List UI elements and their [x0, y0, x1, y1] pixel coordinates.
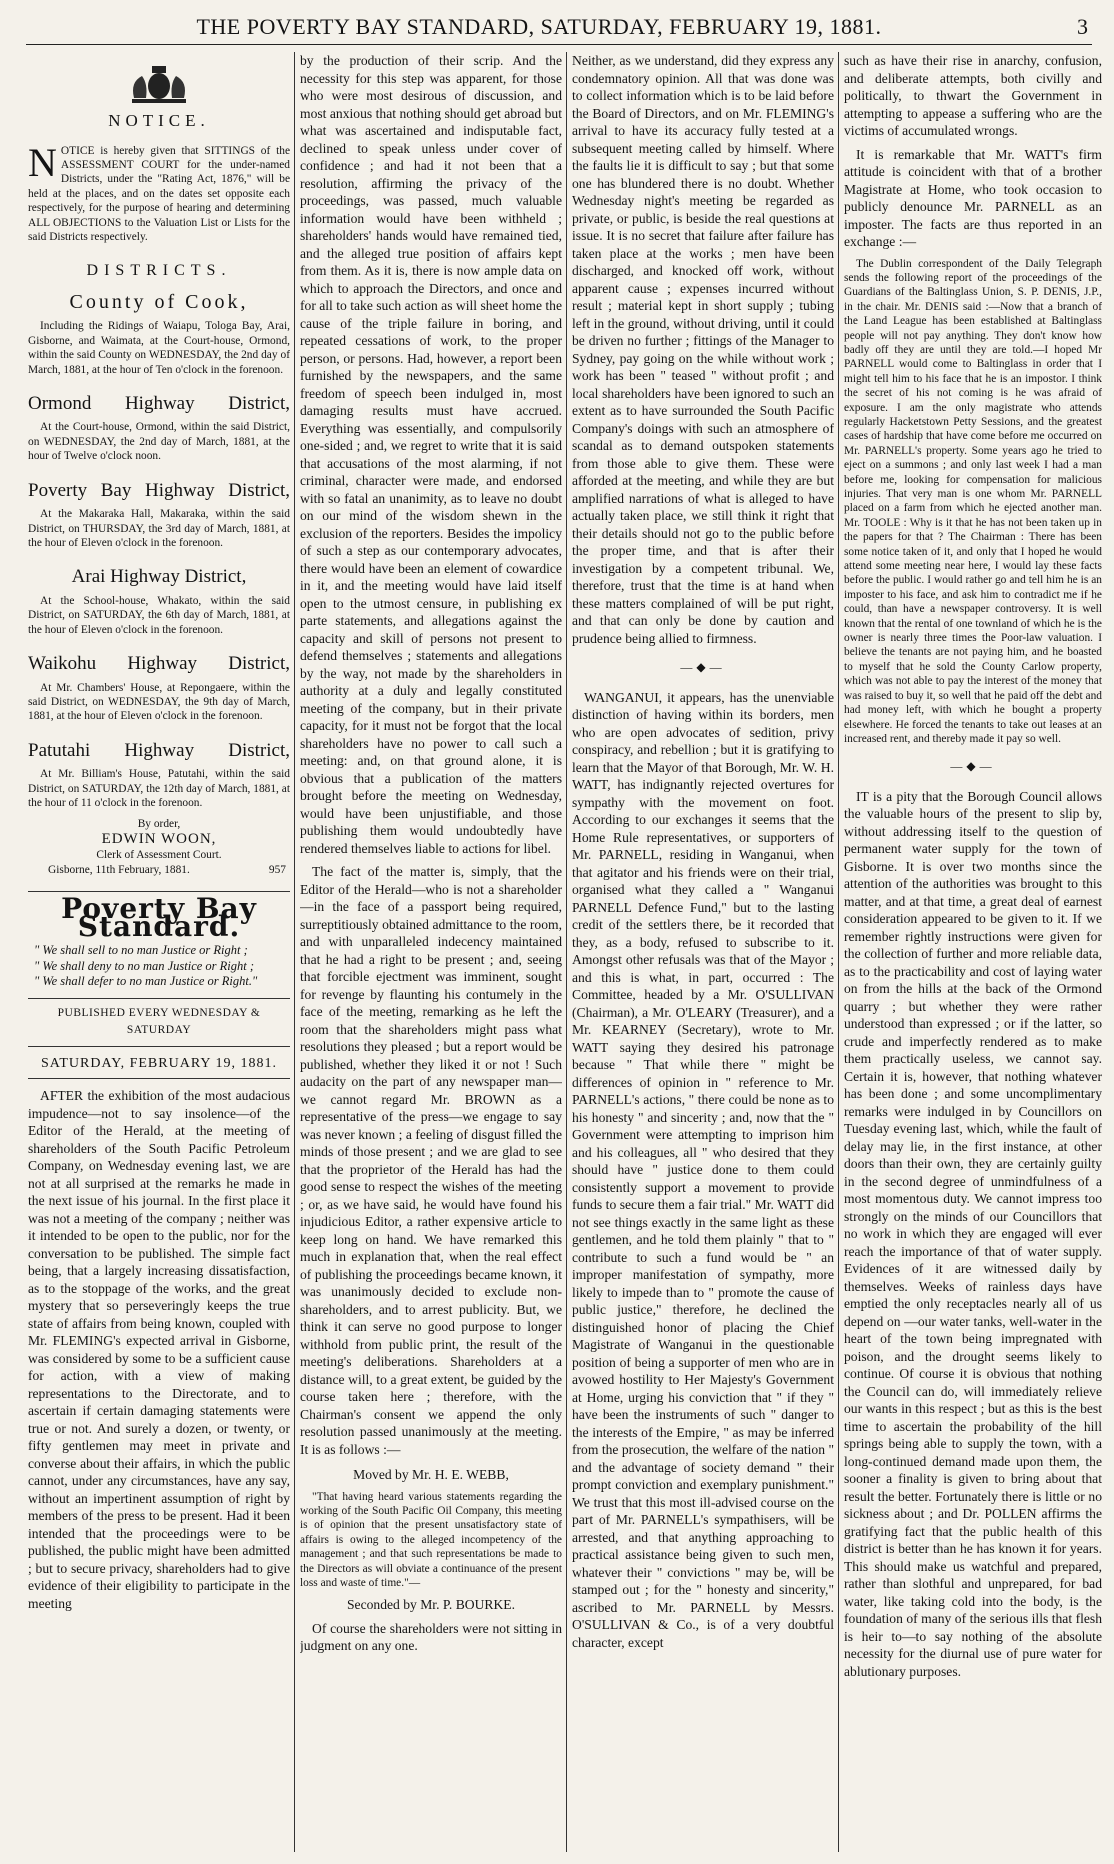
quoted-report: The Dublin correspondent of the Daily Telegraph sends the following report of the proceedings of the Guardians of the Baltinglass Union, S. P. DENIS, J.P., in the chair. Mr. DENIS said :—Now that a branch of the Land League has been established at Baltinglass people will not pay anything. They don't know how badly off they are until they are told.—I hoped Mr PARNELL would come to Baltinglass in order that I might tell him to his face that he is an impostor. I think the secret of his not coming is he was afraid of exposure. I am the only magistrate who attends regularly Hacketstown Petty Sessions, and the greatest cases of hardship that have come before me occurred on Mr. PARNELL's property. Some years ago he tried to eject on a summons ; and only last week I had a man before me, looking for compensation for malicious injuries. That very man is one whom Mr. PARNELL placed on a farm from which he ejected another man. Mr. TOOLE : Why is it that he has not been taken up in the papers for that ? The Chairman : There has been some notice taken of it, and only that I hoped he would attend some meeting near here, I would lay these facts before the public. I would rather go and tell him he is an imposter to his face, and ask him to contradict me if he could, than have a newspaper controversy. It is well known that the rental of one townland of which he is the owner is nearly three times the Poor-law valuation. I believe the tenants are not paying him, and he boasted to myself that he sold the County Carlow property, which was not able to pay the interest of the money that was raised to buy it, so well that he paid off the debt and had money left, with which he bought a property elsewhere. He forced the tenants to take out leases at an increased rent, and thereby made it pay so well.	[844, 257, 1102, 745]
motto-line: " We shall defer to no man Justice or Right."	[34, 974, 258, 989]
notice-dropcap: N	[28, 139, 57, 185]
editorial-paragraph: such as have their rise in anarchy, confusion, and deliberate attempts, both civilly and politically, to thwart the Government in attempting to appease a suffering who are the victims of accumulated wrongs.	[844, 53, 1102, 138]
editorial-paragraph: WANGANUI, it appears, has the unenviable distinction of having within its borders, men who are open advocates of sedition, privy conspiracy, and rebellion ; but it is gratifying to learn that the Mayor of that Borough, Mr. W. H. WATT, has indignantly rejected overtures for sympathy with the movement on foot. According to our exchanges it seems that the Home Rule representatives, or supporters of Mr. PARNELL, residing in Wanganui, when that agitator and his friends were on their trial, organised what they called a " Wanganui PARNELL Defence Fund," but to the lasting credit of the settlers there, be it recorded that they, as a body, refused to subscribe to it. Amongst other refusals was that of the Mayor ; and this is what, in part, occurred : The Committee, headed by a Mr. O'SULLIVAN (Chairman), a Mr. O'LEARY (Treasurer), and a Mr. KEARNEY (Secretary), wrote to Mr. WATT saying they desired his patronage because " That while there " might be differences of opinion in " reference to Mr. PARNELL's actions, " there could be none as to his honesty " and sincerity ; and, now that the " Government were attempting to imprison him and his colleagues, all " who desired that they should have " justice done to them could consistently support a movement to provide funds to secure them a fair trial." Mr. WATT did not see things exactly in the same light as these gentlemen, and he told them plainly " that to " contribute to such a fund would be " an improper manifestation of sympathy, more likely to impede than to " promote the cause of public justice," therefore, he declined the distinguished honor of placing the Chief Magistrate of Wanganui in the questionable position of being a supporter of men who are in avowed hostility to Her Majesty's Government at Home, urging his conviction that " if they " have been the instruments of such " danger to the interests of the Empire, " as may be inferred from the prosecution, the welfare of the nation " and the advantage of society demand " their prompt conviction and exemplary punishment." We trust that this most ill-advised course on the part of Mr. PARNELL's sympathisers, will be arrested, and that anything approaching to practical assistance being given to such men, whatever their " convictions " may be, will be stamped out ; for the " honesty and sincerity," ascribed to Mr. PARNELL by Messrs. O'SULLIVAN & Co., is of a very doubtful character, except	[572, 689, 834, 1650]
district-detail: At the School-house, Whakato, within the said District, on SATURDAY, the 6th day of March, 1881, at the hour of Eleven o'clock in the forenoon.	[28, 594, 290, 636]
editorial-paragraph: It is remarkable that Mr. WATT's firm attitude is coincident with that of a brother Magistrate at Home, who took occasion to publicly denounce Mr. PARNELL as an imposter. The facts are thus reported in an exchange :—	[844, 146, 1102, 249]
notice-body	[28, 139, 290, 245]
editorial-paragraph: Neither, as we understand, did they express any condemnatory opinion. All that was done was to collect information which is to be laid before the Board of Directors, and on Mr. FLEMING's arrival to have its accuracy fully tested at a subsequent meeting called by himself. Where the faults lie it is difficult to say ; but that some one has blundered there is no doubt. Whether Wednesday night's meeting be regarded as private, or public, is beside the real questions at issue. It is no secret that failure after failure has taken place at the works ; men have been discharged, and knocked off work, without apparent cause ; expenses incurred without result ; material kept in short supply ; tubing left in the ground, without driving, until it could be driven no further ; fittings of the Manager to Sydney, pay going on the while without work ; work has been " teased " without profit ; and local shareholders have been ignored to such an extent as to have surrounded the South Pacific Company's doings with such an atmosphere of scandal as to demand outspoken statements from those able to give them. These were afforded at the meeting, and while they are but amplified narrations of what is alleged to have actually taken place, we still think it right that their details should not go to the public before the proper time, and that is after their investigation by a competent tribunal. We, therefore, trust that the time is at hand when these matters complained of will be put right, and that can only be done by caution and prudence being allied to firmness.	[572, 53, 834, 646]
district-detail: At the Makaraka Hall, Makaraka, within the said District, on THURSDAY, the 3rd day of March, 1881, at the hour of Eleven o'clock in the forenoon.	[28, 508, 290, 549]
district-detail: At Mr. Billiam's House, Patutahi, within the said District, on SATURDAY, the 12th day of March, 1881, at the hour of 11 o'clock in the forenoon.	[28, 768, 290, 810]
publication-days: PUBLISHED EVERY WEDNESDAY & SATURDAY	[28, 998, 290, 1047]
notice-heading: NOTICE.	[108, 111, 210, 130]
editorial-paragraph: by the production of their scrip. And the necessity for this step was apparent, for those who were most desirous of discussion, and most anxious that nothing should get abroad but what was ascertained and indisputable fact, declined to speak unless under cover of confidence ; and had it not been that a resolution, affirming the privacy of the proceedings, was passed, much valuable information would have been withheld ; shareholders' hands would have remained tied, and the alleged true position of affairs kept from them. As it is, there is now ample data on which to approach the Directors, and once and for all to take such action as will sheet home the cause of the triple failure in boring, and repeated cessations of work, to the proper person, or persons. Had, however, a report been furnished by the newspapers, and the same freedom of speech been indulged in, most damaging results must have accrued. Everything was essentially, and compulsorily one-sided ; and, we regret to write that it is said that accusations of the most alarming, if not criminal, character were made, and endorsed with so fatal an unanimity, as to leave no doubt on our mind of the wisdom shewn in the exclusion of the reporters. Besides the impolicy of such a step as our contemporary advocates, there would have been an element of cowardice in it, and the meeting would have laid itself open to the utmost censure, in publishing ex parte statements, and allegations against the capacity and skill of persons not present to defend themselves ; statements and allegations by the way, not made by the shareholders in authority at a duly and legally constituted meeting of the company, but in their private capacity, for it must not be forgot that the local shareholders have no power to call such a meeting: and, on that ground alone, it is obvious that a publication of the matters brought before the meeting on Wednesday, would have been unjustifiable, and those publishing them would undoubtedly have rendered themselves liable to actions for libel.	[300, 53, 562, 856]
editorial-paragraph: The fact of the matter is, simply, that the Editor of the Herald—who is not a shareholder—in the face of a passport being required, surreptitiously obtained admittance to the room, and with unparalleled indecency maintained that he had a right to be present ; and, seeing that forcible ejectment was imminent, sought for revenge by flaunting his contumely in the face of the meeting, remarking as he left the room that the shareholders might pass what resolutions they pleased ; but a report would be published, whether they liked it or not ! Such audacity on the part of any newspaper man—we cannot regard Mr. BROWN as a representative of the press—we engage to say was never known ; a feeling of disgust filled the minds of those present ; and we are glad to see that the proprietor of the Herald has had the good sense to respect the wishes of the meeting ; or, as we have said, he would have found his injudicious Editor, a rather expensive article to keep long on hand. We have remarked this much in explanation that, when the real effect of publishing the proceedings became known, it was unanimously decided to exclude non-shareholders, and to arrest publicity. But, we think it can serve no good purpose to longer withhold from public print, the result of the meeting's deliberations. Shareholders at a distance will, to a great extent, be guided by the course taken here ; therefore, with the Chairman's consent we append the only resolution passed unanimously at the meeting. It is as follows :—	[300, 864, 562, 1457]
district-detail: Including the Ridings of Waiapu, Tologa Bay, Arai, Gisborne, and Waimata, at the Court-house, Ormond, within the said County on WEDNESDAY, the 2nd day of March, 1881, at the hour of Ten o'clock in the forenoon.	[28, 320, 290, 376]
signer-title: Clerk of Assessment Court.	[96, 849, 222, 862]
newspaper-nameplate: Poverty Bay Standard.	[28, 891, 290, 935]
district-name: County of Cook,	[69, 290, 249, 313]
column-2	[300, 52, 562, 1852]
page-number: 3	[1077, 14, 1088, 39]
column-3	[572, 52, 834, 1852]
motion-mover: Moved by Mr. H. E. WEBB,	[353, 1467, 509, 1482]
column-4	[844, 52, 1102, 1852]
district-detail: At Mr. Chambers' House, at Repongaere, within the said District, on WEDNESDAY, the 9th day of March, 1881, at the hour of Eleven o'clock in the forenoon.	[28, 681, 290, 723]
newspaper-running-title: THE POVERTY BAY STANDARD, SATURDAY, FEBRUARY 19, 1881.	[196, 14, 882, 39]
districts-heading: DISTRICTS.	[86, 262, 232, 280]
district-name: Patutahi Highway District,	[28, 739, 290, 761]
column-rule	[566, 52, 567, 1852]
notice-footer	[28, 863, 290, 877]
editorial-paragraph: IT is a pity that the Borough Council allows the valuable hours of the present to slip by, without addressing itself to the question of permanent water supply for the town of Gisborne. It is over two months since the attention of the authorities was brought to this matter, and at that time, a great deal of earnest consideration appeared to be given to it. If we remember rightly instructions were given for the collection of further and more reliable data, as to the practicability and cost of laying water on from the hills at the back of the Ormond quarry ; but whether they were rather understood than expressed ; or if the latter, so crude and imperfectly rendered as to make them practically useless, we cannot say. Certain it is, however, that nothing whatever has been done ; and some uncomplimentary remarks were indulged in by Councillors on Tuesday evening last, which, while the fault of delay may lie, in the first instance, at other doors than their own, they are certainly guilty in the second degree of unmindfulness of a most momentous duty. We cannot impress too strongly on the minds of our Councillors that no work in which they are engaged will ever reach the importance of that of water supply. Evidences of it are witnessed daily by themselves. Weeks of rainless days have emptied the only receptacles nearly all of us depend on —our water tanks, well-water in the heart of the town being impregnated with poison, and the drought seems likely to continue. Of course it is obvious that nothing the Council can do, will immediately relieve our wants in this respect ; but as this is the best time to ascertain the probability of the hill springs being able to supply the town, with a long-continued demand made upon them, the sooner a finality is given to bring about that result the better. Fortunately there is little or no sickness about ; and Dr. POLLEN affirms the gratifying fact that the public health of this district is better than he has known it for years. This should make us watchful and prepared, rather than slothful and unprepared, for bad water, like taking cold into the body, is the foundation of many of the serious ills that flesh is heir to—to say nothing of the absolute necessity for the diurnal use of pure water for ablutionary purposes.	[844, 788, 1102, 1679]
section-divider: —◆—	[680, 660, 726, 674]
column-rule	[838, 52, 839, 1852]
motto-line: " We shall deny to no man Justice or Right ;	[34, 958, 255, 973]
royal-coat-of-arms-icon	[124, 62, 194, 106]
issue-date: SATURDAY, FEBRUARY 19, 1881.	[28, 1051, 290, 1080]
editorial-paragraph: AFTER the exhibition of the most audacious impudence—not to say insolence—of the Editor of the Herald, at the meeting of shareholders of the South Pacific Petroleum Company, on Wednesday evening last, we are not at all surprised at the remarks he made in the next issue of his journal. In the first place it was not a meeting of the company ; neither was it intended to be open to the public, nor for the conversation to be published. The simple fact being, that a largely increasing dissatisfaction, as to the stoppage of the works, and the great mystery that so perseveringly keeps the true state of affairs from being known, coupled with Mr. FLEMING's expected arrival in Gisborne, was considered by some to be a sufficient cause for action, with a view of making representations to the Directorate, and to ascertain if certain damaging statements were true or not. And surely a dozen, or twenty, or fifty gentlemen may meet in private and converse about their affairs, in which the public cannot, under any circumstances, have any say, without an impertinent assumption of right by members of the press to be present. Had it been intended that the proceedings were to be published, the public might have been admitted ; but to secure privacy, shareholders had to give evidence of their eligibility to participate in the meeting	[28, 1088, 290, 1611]
ad-number: 957	[268, 863, 286, 876]
by-order: By order,	[137, 817, 181, 830]
column-1	[28, 52, 290, 1852]
section-divider: —◆—	[950, 759, 996, 774]
masthead	[26, 10, 1092, 45]
editorial-paragraph: Of course the shareholders were not sitting in judgment on any one.	[300, 1620, 562, 1654]
district-name: Ormond Highway District,	[28, 392, 290, 414]
signer-name: EDWIN WOON,	[101, 830, 217, 847]
column-rule	[294, 52, 295, 1852]
motto-line: " We shall sell to no man Justice or Right ;	[34, 943, 248, 958]
district-name: Waikohu Highway District,	[28, 653, 290, 675]
motion-seconder: Seconded by Mr. P. BOURKE.	[346, 1597, 516, 1613]
district-name: Poverty Bay Highway District,	[28, 479, 290, 501]
notice-dateline: Gisborne, 11th February, 1881.	[48, 863, 190, 876]
district-name: Arai Highway District,	[71, 566, 247, 588]
resolution-text: "That having heard various statements regarding the working of the South Pacific Oil Company, this meeting is of opinion that the present unsatisfactory state of affairs is owing to the alleged incompetency of the management ; and that such representations be made to the Directors as will obviate a continuance of the present loss and waste of time."—	[300, 1490, 562, 1589]
notice-text: OTICE is hereby given that SITTINGS of the ASSESSMENT COURT for the under-named Districts, under the "Rating Act, 1876," will be held at the places, and on the dates set opposite each respectively, for the purpose of hearing and determining ALL OBJECTIONS to the Valuation List or Lists for the said Districts respectively.	[28, 144, 290, 243]
district-detail: At the Court-house, Ormond, within the said District, on WEDNESDAY, the 2nd day of March, 1881, at the hour of Twelve o'clock noon.	[28, 421, 290, 463]
